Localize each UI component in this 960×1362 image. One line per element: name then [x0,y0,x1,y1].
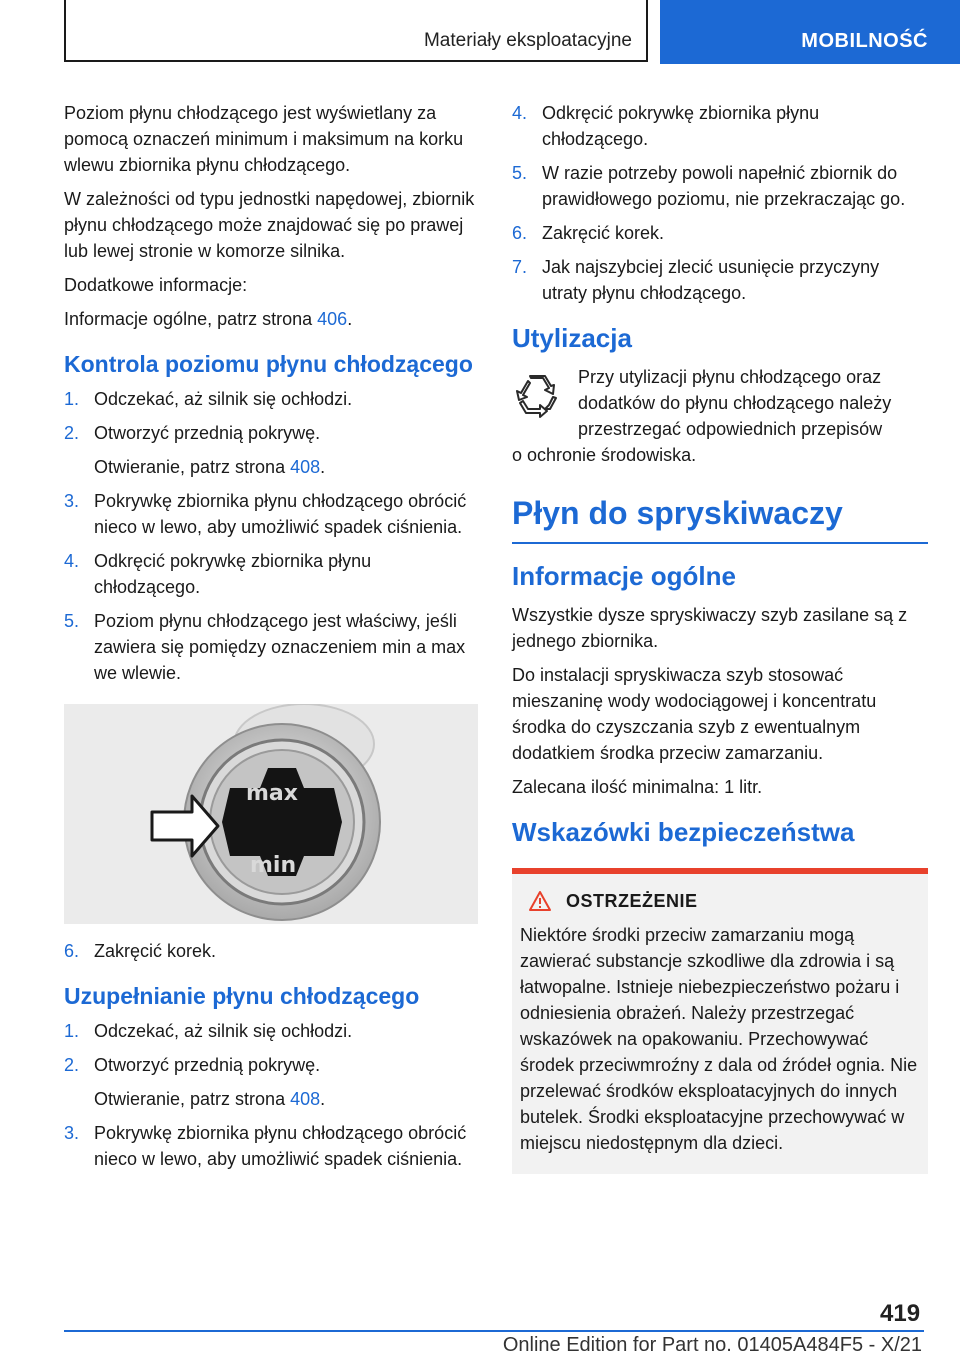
step-number: 3. [64,1123,80,1143]
left-column [64,100,482,1180]
step-number: 2. [64,1055,80,1075]
list-item [512,220,928,246]
paragraph-mixture: Do instalacji spryskiwacza szyb stosować mieszaninę wody wodociągowej i koncentratu środka do czyszczania szyb z ewentualnym dodatkiem środka przeciw zamarzaniu. [512,665,877,763]
recycle-icon [512,370,562,420]
ref-text: Informacje ogólne, patrz strona [64,309,318,329]
page-link-408[interactable]: 408 [290,457,321,477]
step-text: Pokrywkę zbiornika płynu chłodzącego obrócić nieco w lewo, aby umożliwić spadek ciśnienia. [94,491,467,537]
ref-text: Otwieranie, patrz strona [94,457,291,477]
heading-top-up: Uzupełnianie płynu chłodzącego [64,983,420,1009]
list-item [64,548,482,600]
paragraph-general-info-ref [64,306,482,332]
max-mark-label: max [246,781,298,806]
ref-text: Otwieranie, patrz strona [94,1089,291,1109]
check-steps-list [64,386,482,446]
step-number: 3. [64,491,80,511]
heading-check-level: Kontrola poziomu płynu chłodzącego [64,351,473,377]
header-chapter-title: MOBILNOŚĆ [801,30,928,52]
step-text: Zakręcić korek. [542,223,665,243]
min-mark-label: min [250,853,297,878]
footer-divider [64,1330,924,1332]
warning-header [520,890,920,912]
step-text: Jak najszybciej zlecić usunięcie przyczyny utraty płynu chłodzącego. [542,257,880,303]
check-steps-list-cont [64,488,482,686]
warning-box [512,868,928,1174]
list-item [512,100,928,152]
heading-washer-fluid: Płyn do spryskiwaczy [512,494,928,544]
step-text: Poziom płynu chłodzącego jest właściwy, jeśli zawiera się pomiędzy oznaczeniem min a max we wlewie. [94,611,466,683]
list-item [512,254,928,306]
step-number: 7. [512,257,528,277]
step-number: 4. [512,103,528,123]
coolant-cap-figure [64,704,478,924]
warning-body: Niektóre środki przeciw zamarzaniu mogą zawierać substancje szkodliwe dla zdrowia i są łatwopalne. Istnieje niebezpieczeństwo pożaru i odniesienia obrażeń. Należy przestrzegać wskazówek na opakowaniu. Przechowywać środek przeciwmroźny z dala od źródeł ognia. Nie przelewać środków eksploatacyjnych do innych butelek. Środki eksploatacyjne przechowywać w miejscu niedostępnym dla dzieci. [520,925,918,1153]
paragraph-nozzles: Wszystkie dysze spryskiwaczy szyb zasilane są z jednego zbiornika. [512,605,908,651]
ref-end: . [347,309,353,329]
step-number: 4. [64,551,80,571]
open-hood-ref-2 [64,1086,482,1112]
page-link-408[interactable]: 408 [290,1089,321,1109]
list-item [64,1018,482,1044]
header-section-box [64,0,648,62]
step-text: Odczekać, aż silnik się ochłodzi. [94,1021,353,1041]
step-text: Otworzyć przednią pokrywę. [94,423,321,443]
step-text: Zakręcić korek. [94,941,217,961]
right-column [512,100,928,1174]
step-number: 5. [512,163,528,183]
list-item [64,420,482,446]
warning-triangle-icon [528,890,552,912]
step-number: 1. [64,389,80,409]
heading-general-info: Informacje ogólne [512,561,736,591]
check-steps-list-final [64,938,482,964]
paragraph-level-display: Poziom płynu chłodzącego jest wyświetlany za pomocą oznaczeń minimum i maksimum na korku wlewu zbiornika płynu chłodzącego. [64,103,464,175]
list-item [64,386,482,412]
step-text: Odczekać, aż silnik się ochłodzi. [94,389,353,409]
list-item [512,160,928,212]
ref-end: . [320,1089,326,1109]
list-item [64,1052,482,1078]
step-number: 2. [64,423,80,443]
list-item [64,938,482,964]
disposal-text-tail: o ochronie środowiska. [512,445,697,465]
coolant-cap-illustration [64,704,478,924]
fill-steps-list-right [512,100,928,306]
step-text: W razie potrzeby powoli napełnić zbiornik do prawidłowego poziomu, nie przekraczając go. [542,163,906,209]
step-text: Odkręcić pokrywkę zbiornika płynu chłodzącego. [94,551,372,597]
fill-steps-list-cont [64,1120,482,1172]
heading-disposal: Utylizacja [512,323,632,353]
open-hood-ref [64,454,482,480]
disposal-text: Przy utylizacji płynu chłodzącego oraz dodatków do płynu chłodzącego należy przestrzegać odpowiednich przepisów [578,367,892,439]
footer-edition: Online Edition for Part no. 01405A484F5 - X/21 [502,1334,922,1356]
warning-title: OSTRZEŻENIE [566,890,698,911]
list-item [64,608,482,686]
list-item [64,1120,482,1172]
paragraph-min-amount: Zalecana ilość minimalna: 1 litr. [512,777,763,797]
header-chapter-tab[interactable] [660,0,960,64]
step-text: Odkręcić pokrywkę zbiornika płynu chłodzącego. [542,103,820,149]
step-number: 5. [64,611,80,631]
page-link-406[interactable]: 406 [317,309,348,329]
page-number: 419 [880,1300,921,1327]
header-section-title: Materiały eksploatacyjne [423,30,632,51]
step-number: 6. [64,941,80,961]
step-number: 6. [512,223,528,243]
ref-end: . [320,457,326,477]
paragraph-additional-info: Dodatkowe informacje: [64,275,248,295]
step-number: 1. [64,1021,80,1041]
heading-safety: Wskazówki bezpieczeństwa [512,817,855,847]
fill-steps-list [64,1018,482,1078]
disposal-note [512,364,928,468]
step-text: Pokrywkę zbiornika płynu chłodzącego obrócić nieco w lewo, aby umożliwić spadek ciśnienia. [94,1123,467,1169]
paragraph-tank-location: W zależności od typu jednostki napędowej, zbiornik płynu chłodzącego może znajdować się po prawej lub lewej stronie w komorze silnika. [64,189,475,261]
step-text: Otworzyć przednią pokrywę. [94,1055,321,1075]
list-item [64,488,482,540]
